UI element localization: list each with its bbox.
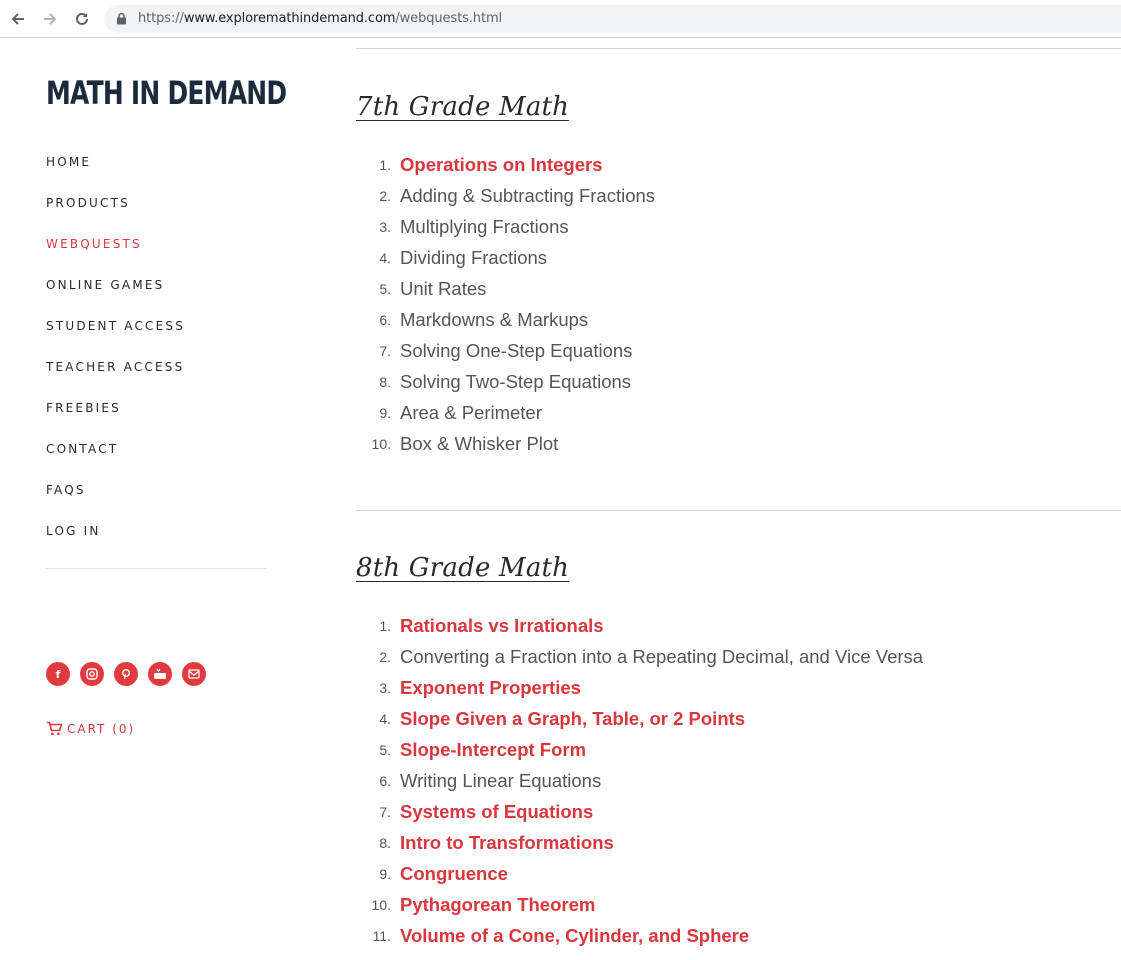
list-number: 2.	[379, 187, 391, 204]
nav-item	[46, 276, 185, 317]
nav-link-home[interactable]: HOME	[46, 155, 92, 169]
webquest-link[interactable]: Pythagorean Theorem	[400, 893, 596, 915]
lock-icon	[116, 12, 127, 25]
list-item[interactable]	[356, 734, 923, 765]
list-item	[356, 428, 655, 459]
sidebar-nav	[46, 153, 185, 563]
nav-item	[46, 522, 185, 563]
facebook-icon[interactable]: f	[46, 662, 70, 686]
webquest-link[interactable]: Systems of Equations	[400, 800, 594, 822]
webquest-link[interactable]: Rationals vs Irrationals	[400, 614, 604, 636]
section-title-7th-grade: 7th Grade Math	[356, 92, 570, 122]
webquest-list-8th-grade	[356, 610, 923, 951]
nav-item	[46, 440, 185, 481]
list-item	[356, 180, 655, 211]
list-item[interactable]	[356, 703, 923, 734]
nav-link-log-in[interactable]: LOG IN	[46, 524, 101, 538]
instagram-icon[interactable]	[80, 662, 104, 686]
webquest-link[interactable]: Intro to Transformations	[400, 831, 614, 853]
social-links	[46, 662, 206, 686]
list-number: 2.	[379, 648, 391, 665]
cart-label: CART (0)	[67, 721, 136, 736]
nav-item	[46, 153, 185, 194]
nav-link-webquests[interactable]: WEBQUESTS	[46, 237, 142, 251]
list-number: 1.	[379, 617, 391, 634]
webquest-link[interactable]: Slope Given a Graph, Table, or 2 Points	[400, 707, 746, 729]
list-number: 8.	[379, 373, 391, 390]
list-number: 7.	[379, 803, 391, 820]
section-divider	[356, 48, 1121, 49]
webquest-title: Solving Two-Step Equations	[400, 370, 632, 392]
arrow-right-icon	[42, 11, 58, 27]
list-number: 10.	[371, 896, 391, 913]
cart-link[interactable]	[46, 721, 135, 736]
webquest-link[interactable]: Congruence	[400, 862, 508, 884]
section-divider	[356, 510, 1121, 511]
webquest-title: Writing Linear Equations	[400, 769, 602, 791]
list-item	[356, 397, 655, 428]
list-number: 7.	[379, 342, 391, 359]
youtube-icon[interactable]	[148, 662, 172, 686]
list-number: 4.	[379, 710, 391, 727]
list-item[interactable]	[356, 796, 923, 827]
nav-link-contact[interactable]: CONTACT	[46, 442, 119, 456]
list-item	[356, 242, 655, 273]
webquest-link[interactable]: Slope-Intercept Form	[400, 738, 587, 760]
list-number: 8.	[379, 834, 391, 851]
nav-link-online-games[interactable]: ONLINE GAMES	[46, 278, 165, 292]
webquest-title: Multiplying Fractions	[400, 215, 569, 237]
nav-item	[46, 317, 185, 358]
list-item[interactable]	[356, 149, 655, 180]
back-button[interactable]	[8, 9, 28, 29]
list-number: 3.	[379, 679, 391, 696]
list-number: 3.	[379, 218, 391, 235]
webquest-link[interactable]: Volume of a Cone, Cylinder, and Sphere	[400, 924, 750, 946]
list-number: 1.	[379, 156, 391, 173]
webquest-link[interactable]: Exponent Properties	[400, 676, 581, 698]
pinterest-icon[interactable]	[114, 662, 138, 686]
list-number: 11.	[372, 927, 391, 944]
list-item	[356, 273, 655, 304]
forward-button[interactable]	[40, 9, 60, 29]
list-number: 6.	[379, 772, 391, 789]
list-number: 5.	[379, 280, 391, 297]
list-item	[356, 765, 923, 796]
list-item[interactable]	[356, 920, 923, 951]
webquest-title: Markdowns & Markups	[400, 308, 589, 330]
webquest-title: Converting a Fraction into a Repeating Decimal, and Vice Versa	[400, 645, 924, 667]
nav-item	[46, 194, 185, 235]
nav-link-freebies[interactable]: FREEBIES	[46, 401, 121, 415]
address-bar[interactable]	[104, 5, 1121, 33]
section-title-8th-grade: 8th Grade Math	[356, 553, 570, 583]
webquest-title: Unit Rates	[400, 277, 487, 299]
browser-toolbar	[0, 0, 1121, 38]
list-item[interactable]	[356, 827, 923, 858]
nav-item	[46, 481, 185, 522]
list-item[interactable]	[356, 858, 923, 889]
webquest-title: Adding & Subtracting Fractions	[400, 184, 656, 206]
list-item	[356, 304, 655, 335]
webquest-title: Area & Perimeter	[400, 401, 542, 423]
list-item	[356, 211, 655, 242]
nav-item	[46, 399, 185, 440]
sidebar-divider	[46, 568, 266, 569]
list-number: 10.	[371, 435, 391, 452]
webquest-title: Dividing Fractions	[400, 246, 548, 268]
list-number: 9.	[379, 865, 391, 882]
list-number: 4.	[379, 249, 391, 266]
list-item[interactable]	[356, 889, 923, 920]
list-item[interactable]	[356, 610, 923, 641]
list-number: 5.	[379, 741, 391, 758]
webquest-link[interactable]: Operations on Integers	[400, 153, 603, 175]
nav-link-faqs[interactable]: FAQS	[46, 483, 86, 497]
list-item	[356, 641, 923, 672]
nav-link-teacher-access[interactable]: TEACHER ACCESS	[46, 360, 185, 374]
list-item[interactable]	[356, 672, 923, 703]
list-item	[356, 366, 655, 397]
nav-item	[46, 358, 185, 399]
url-text: https://www.exploremathindemand.com/webquests.html	[138, 11, 503, 26]
nav-item	[46, 235, 185, 276]
nav-link-student-access[interactable]: STUDENT ACCESS	[46, 319, 186, 333]
list-number: 9.	[379, 404, 391, 421]
cart-icon	[46, 721, 63, 736]
reload-button[interactable]	[72, 9, 92, 29]
nav-link-products[interactable]: PRODUCTS	[46, 196, 130, 210]
site-logo[interactable]: MATH IN DEMAND	[46, 74, 287, 112]
webquest-title: Solving One-Step Equations	[400, 339, 633, 361]
arrow-left-icon	[10, 11, 26, 27]
list-number: 6.	[379, 311, 391, 328]
email-icon[interactable]	[182, 662, 206, 686]
list-item	[356, 335, 655, 366]
webquest-list-7th-grade	[356, 149, 655, 459]
webquest-title: Box & Whisker Plot	[400, 432, 559, 454]
reload-icon	[74, 11, 90, 27]
